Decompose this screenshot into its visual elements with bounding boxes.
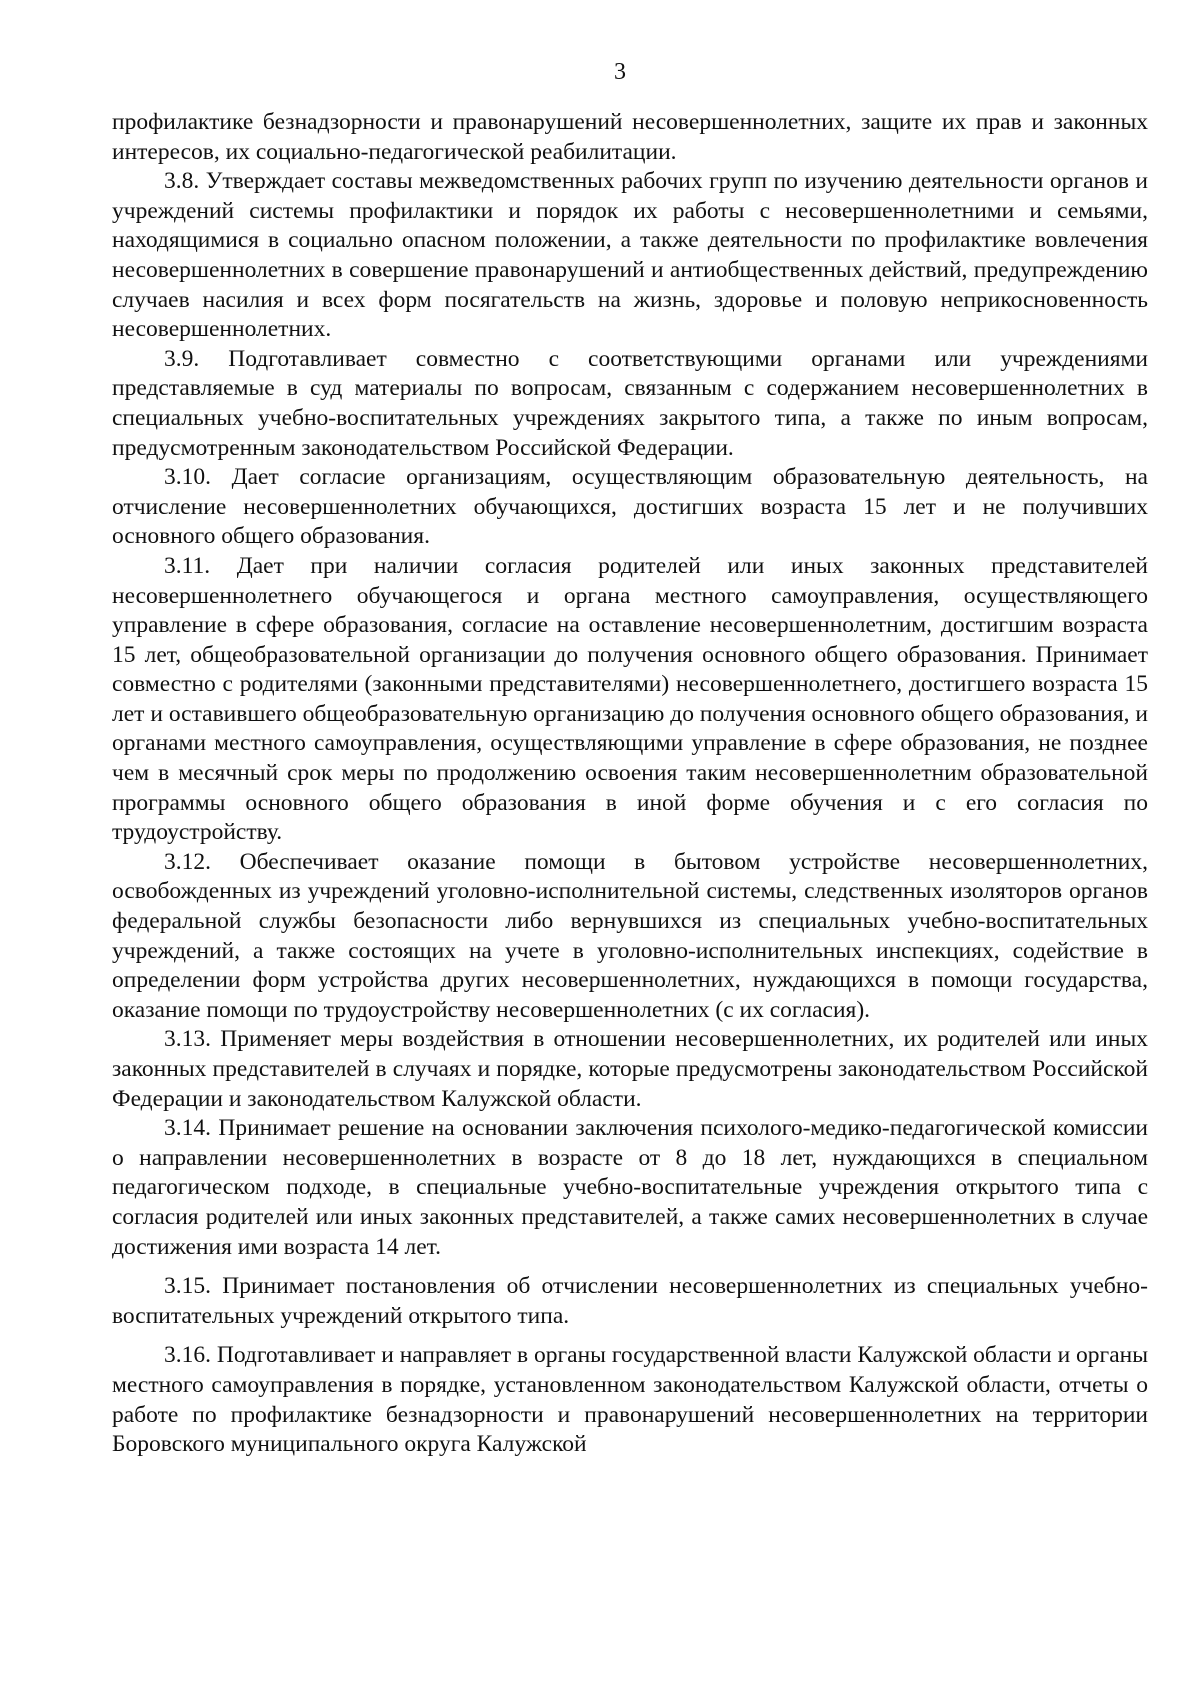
paragraph-3-11: 3.11. Дает при наличии согласия родителей или иных законных представителей несовершеннолетнего обучающегося и органа местного самоуправления, осуществляющего управление в сфере образования, согласие на оставление несовершеннолетним, достигшим возраста 15 лет, общеобразовательной организации до получения основного общего образования. Принимает совместно с родителями (законными представителями) несовершеннолетнего, достигшего возраста 15 лет и оставившего общеобразовательную организацию до получения основного общего образования, и органами местного самоуправления, осуществляющими управление в сфере образования, не позднее чем в месячный срок меры по продолжению освоения таким несовершеннолетним образовательной программы основного общего образования в иной форме обучения и с его согласия по трудоустройству.	[112, 552, 1148, 846]
document-body	[112, 108, 1148, 1460]
paragraph-3-13: 3.13. Применяет меры воздействия в отношении несовершеннолетних, их родителей или иных законных представителей в случаях и порядке, которые предусмотрены законодательством Российской Федерации и законодательством Калужской области.	[112, 1026, 1148, 1112]
paragraph-3-12: 3.12. Обеспечивает оказание помощи в бытовом устройстве несовершеннолетних, освобожденных из учреждений уголовно-исполнительной системы, следственных изоляторов органов федеральной службы безопасности либо вернувшихся из специальных учебно-воспитательных учреждений, а также состоящих на учете в уголовно-исполнительных инспекциях, содействие в определении форм устройства других несовершеннолетних, нуждающихся в помощи государства, оказание помощи по трудоустройству несовершеннолетних (с их согласия).	[112, 848, 1148, 1023]
paragraph-3-15: 3.15. Принимает постановления об отчислении несовершеннолетних из специальных учебно-воспитательных учреждений открытого типа.	[112, 1273, 1148, 1329]
paragraph-3-10: 3.10. Дает согласие организациям, осуществляющим образовательную деятельность, на отчисление несовершеннолетних обучающихся, достигших возраста 15 лет и не получивших основного общего образования.	[112, 464, 1148, 550]
paragraph-3-14: 3.14. Принимает решение на основании заключения психолого-медико-педагогической комиссии о направлении несовершеннолетних в возрасте от 8 до 18 лет, нуждающихся в специальном педагогическом подходе, в специальные учебно-воспитательные учреждения открытого типа с согласия родителей или иных законных представителей, а также самих несовершеннолетних в случае достижения ими возраста 14 лет.	[112, 1115, 1148, 1260]
page-number: 3	[614, 59, 626, 85]
paragraph-3-9: 3.9. Подготавливает совместно с соответствующими органами или учреждениями представляемые в суд материалы по вопросам, связанным с содержанием несовершеннолетних в специальных учебно-воспитательных учреждениях закрытого типа, а также по иным вопросам, предусмотренным законодательством Российской Федерации.	[112, 345, 1148, 461]
paragraph-continuation: профилактике безнадзорности и правонарушений несовершеннолетних, защите их прав и законных интересов, их социально-педагогической реабилитации.	[112, 109, 1148, 165]
paragraph-3-16: 3.16. Подготавливает и направляет в органы государственной власти Калужской области и органы местного самоуправления в порядке, установленном законодательством Калужской области, отчеты о работе по профилактике безнадзорности и правонарушений несовершеннолетних на территории Боровского муниципального округа Калужской	[112, 1342, 1148, 1458]
paragraph-3-8: 3.8. Утверждает составы межведомственных рабочих групп по изучению деятельности органов и учреждений системы профилактики и порядок их работы с несовершеннолетними и семьями, находящимися в социально опасном положении, а также деятельности по профилактике вовлечения несовершеннолетних в совершение правонарушений и антиобщественных действий, предупреждению случаев насилия и всех форм посягательств на жизнь, здоровье и половую неприкосновенность несовершеннолетних.	[112, 168, 1148, 343]
